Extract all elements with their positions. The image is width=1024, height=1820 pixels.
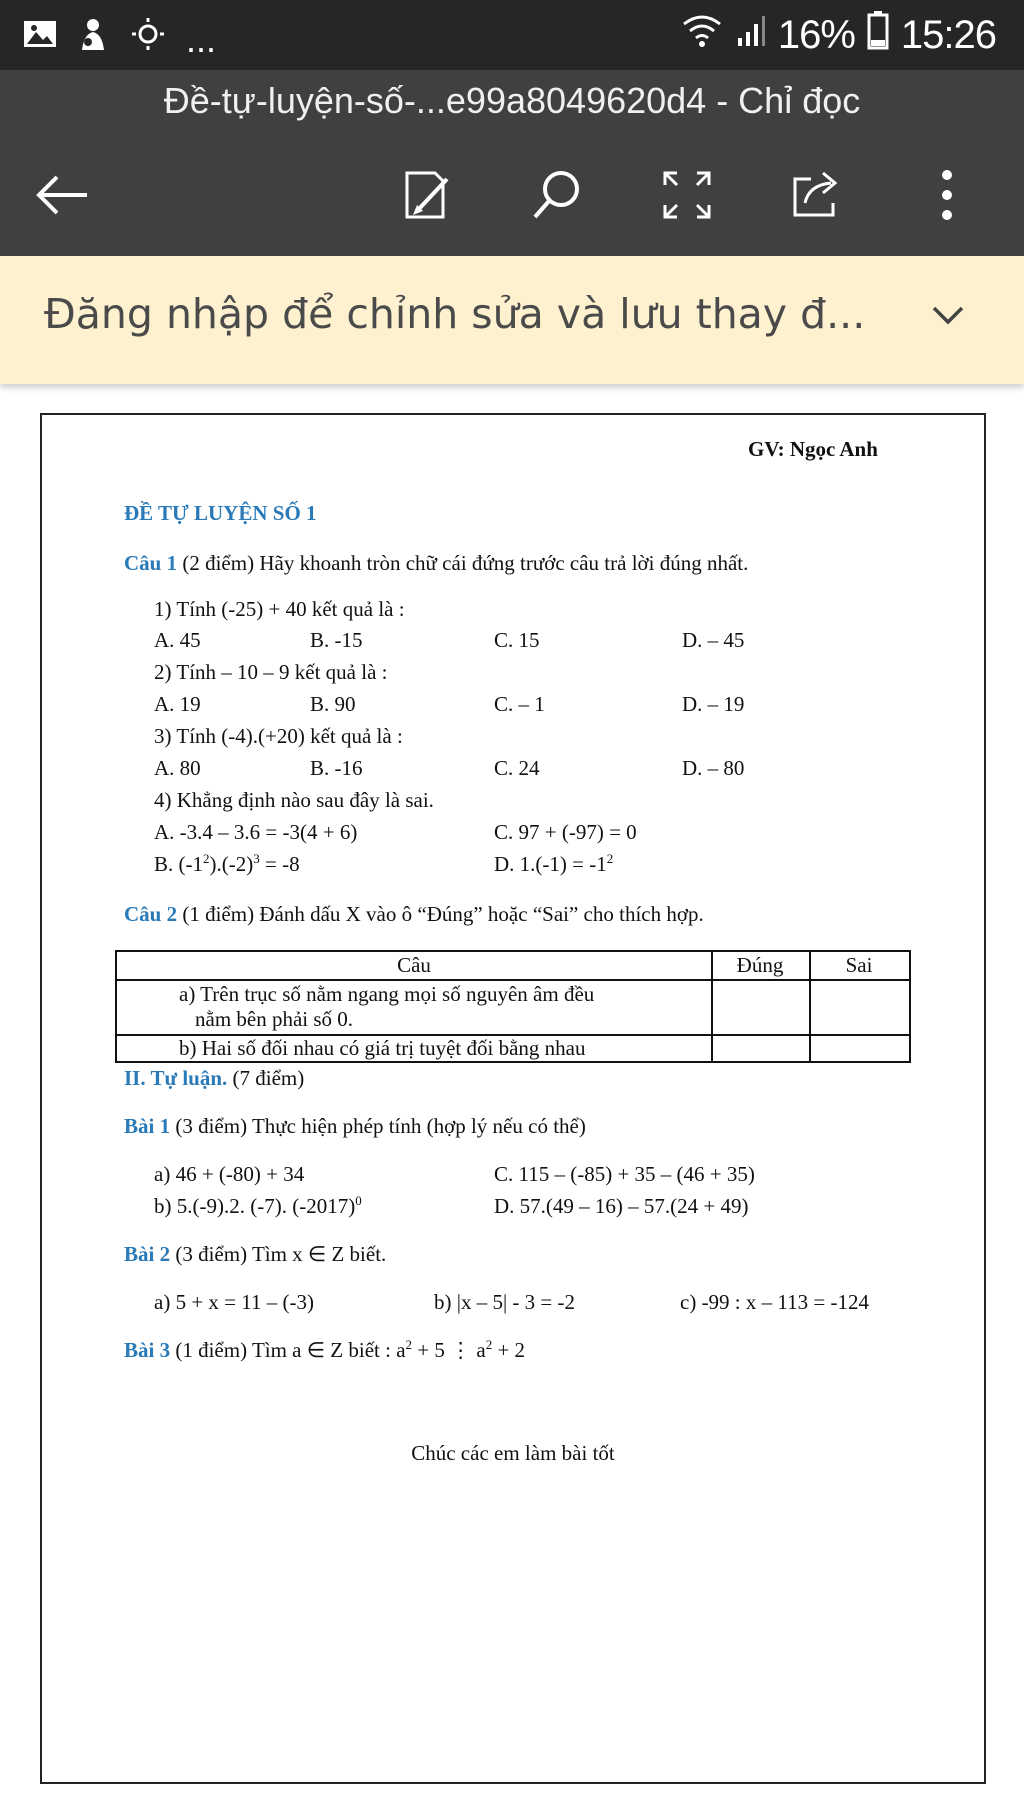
exercise-1-b: b) 5.(-9).2. (-7). $(-2017)^0$	[154, 1193, 362, 1218]
chevron-down-icon[interactable]	[928, 296, 968, 340]
exam-title: ĐỀ TỰ LUYỆN SỐ 1	[124, 501, 317, 525]
back-arrow-icon[interactable]	[28, 160, 98, 230]
brightness-icon	[128, 16, 168, 56]
q1-item-1-option-b: B. -15	[310, 628, 363, 652]
q1-item-2-option-d: D. – 19	[682, 692, 745, 716]
exercise-1-heading	[124, 1114, 586, 1139]
question-1-label: Câu 1	[124, 551, 178, 575]
exercise-1-a: a) 46 + (-80) + 34	[154, 1162, 305, 1186]
question-2-text: (1 điểm) Đánh dấu X vào ô “Đúng” hoặc “Sai” cho thích hợp.	[182, 902, 704, 926]
teacher-name: GV: Ngọc Anh	[748, 437, 878, 461]
q1-item-3-option-c: C. 24	[494, 756, 540, 780]
question-1-heading	[124, 551, 748, 576]
question-2-heading	[124, 902, 704, 927]
q1-item-1-option-d: D. – 45	[682, 628, 745, 652]
q1-item-4-option-a: A. -3.4 – 3.6 = -3(4 + 6)	[154, 820, 358, 844]
status-bar	[0, 0, 1024, 70]
sign-in-banner[interactable]	[0, 256, 1024, 384]
part-2-label: II. Tự luận.	[124, 1066, 228, 1090]
share-icon[interactable]	[782, 160, 852, 230]
q1-item-2-option-a: A. 19	[154, 692, 201, 716]
q1-item-4-option-c: C. 97 + (-97) = 0	[494, 820, 637, 844]
wifi-icon	[680, 12, 724, 58]
closing-message: Chúc các em làm bài tốt	[411, 1441, 615, 1465]
checkbox-b-false[interactable]	[811, 1036, 909, 1061]
exercise-1-c: C. 115 – (-85) + 35 – (46 + 35)	[494, 1162, 755, 1186]
app-notification-icon	[76, 16, 110, 56]
app-bar	[0, 70, 1024, 256]
true-false-table	[115, 950, 911, 1063]
q1-item-3-option-a: A. 80	[154, 756, 201, 780]
exercise-2-a: a) 5 + x = 11 – (-3)	[154, 1290, 314, 1314]
part-2-points: (7 điểm)	[232, 1066, 305, 1090]
exercise-2-label: Bài 2	[124, 1242, 171, 1266]
exercise-3-heading: Bài 3 (1 điểm) Tìm a ∈ Z biết : $a^2 + 5$ ⋮ $a^2 + 2$	[124, 1337, 526, 1362]
question-2-label: Câu 2	[124, 902, 178, 926]
table-header-question: Câu	[397, 953, 431, 977]
q1-item-3-option-d: D. – 80	[682, 756, 745, 780]
battery-icon	[867, 10, 889, 60]
table-row-a-line2: nằm bên phải số 0.	[195, 1007, 354, 1031]
q1-item-1-option-c: C. 15	[494, 628, 540, 652]
part-2-heading	[124, 1066, 304, 1091]
checkbox-b-true[interactable]	[713, 1036, 807, 1061]
exercise-1-d: D. 57.(49 – 16) – 57.(24 + 49)	[494, 1194, 749, 1218]
exercise-2-c: c) -99 : x – 113 = -124	[680, 1290, 869, 1314]
table-row-a-line1: a) Trên trục số nằm ngang mọi số nguyên âm đều	[179, 982, 595, 1006]
search-icon[interactable]	[522, 160, 592, 230]
sign-in-banner-text[interactable]: Đăng nhập để chỉnh sửa và lưu thay đ...	[44, 290, 866, 338]
checkbox-a-false[interactable]	[811, 981, 909, 1032]
q1-item-4-prompt: 4) Khẳng định nào sau đây là sai.	[154, 788, 434, 812]
q1-item-3-option-b: B. -16	[310, 756, 363, 780]
overflow-dots: ...	[186, 19, 217, 60]
more-icon[interactable]	[912, 160, 982, 230]
exercise-2-b: b) |x – 5| - 3 = -2	[434, 1290, 575, 1314]
table-header-true: Đúng	[736, 953, 784, 977]
document-title: Đề-tự-luyện-số-...e99a8049620d4 - Chỉ đọc	[163, 80, 861, 121]
q1-item-2-option-c: C. – 1	[494, 692, 545, 716]
signal-icon	[736, 12, 766, 58]
q1-item-2-option-b: B. 90	[310, 692, 356, 716]
q1-item-1-prompt: 1) Tính (-25) + 40 kết quả là :	[154, 597, 405, 621]
table-header-false: Sai	[845, 953, 873, 977]
exercise-1-text: (3 điểm) Thực hiện phép tính (hợp lý nếu có thể)	[175, 1114, 586, 1138]
q1-item-1-option-a: A. 45	[154, 628, 201, 652]
clock: 15:26	[900, 12, 996, 57]
q1-item-4-option-d: D. $1.(-1) = -1^2$	[494, 851, 614, 876]
exercise-2-text: (3 điểm) Tìm x ∈ Z biết.	[175, 1242, 387, 1266]
exercise-2-heading	[124, 1242, 386, 1267]
battery-percent: 16%	[777, 12, 855, 57]
document-page	[40, 413, 986, 1784]
question-1-text: (2 điểm) Hãy khoanh tròn chữ cái đứng trước câu trả lời đúng nhất.	[182, 551, 749, 575]
exercise-1-label: Bài 1	[124, 1114, 171, 1138]
fullscreen-icon[interactable]	[652, 160, 722, 230]
table-row-b: b) Hai số đối nhau có giá trị tuyệt đối bằng nhau	[179, 1036, 586, 1060]
edit-icon[interactable]	[392, 160, 462, 230]
exercise-3-label: Bài 3	[124, 1338, 171, 1362]
checkbox-a-true[interactable]	[713, 981, 807, 1032]
gallery-icon	[22, 18, 58, 54]
q1-item-4-option-b: B. $(-1^2).(-2)^3 = -8$	[154, 851, 300, 876]
q1-item-2-prompt: 2) Tính – 10 – 9 kết quả là :	[154, 660, 388, 684]
q1-item-3-prompt: 3) Tính (-4).(+20) kết quả là :	[154, 724, 403, 748]
